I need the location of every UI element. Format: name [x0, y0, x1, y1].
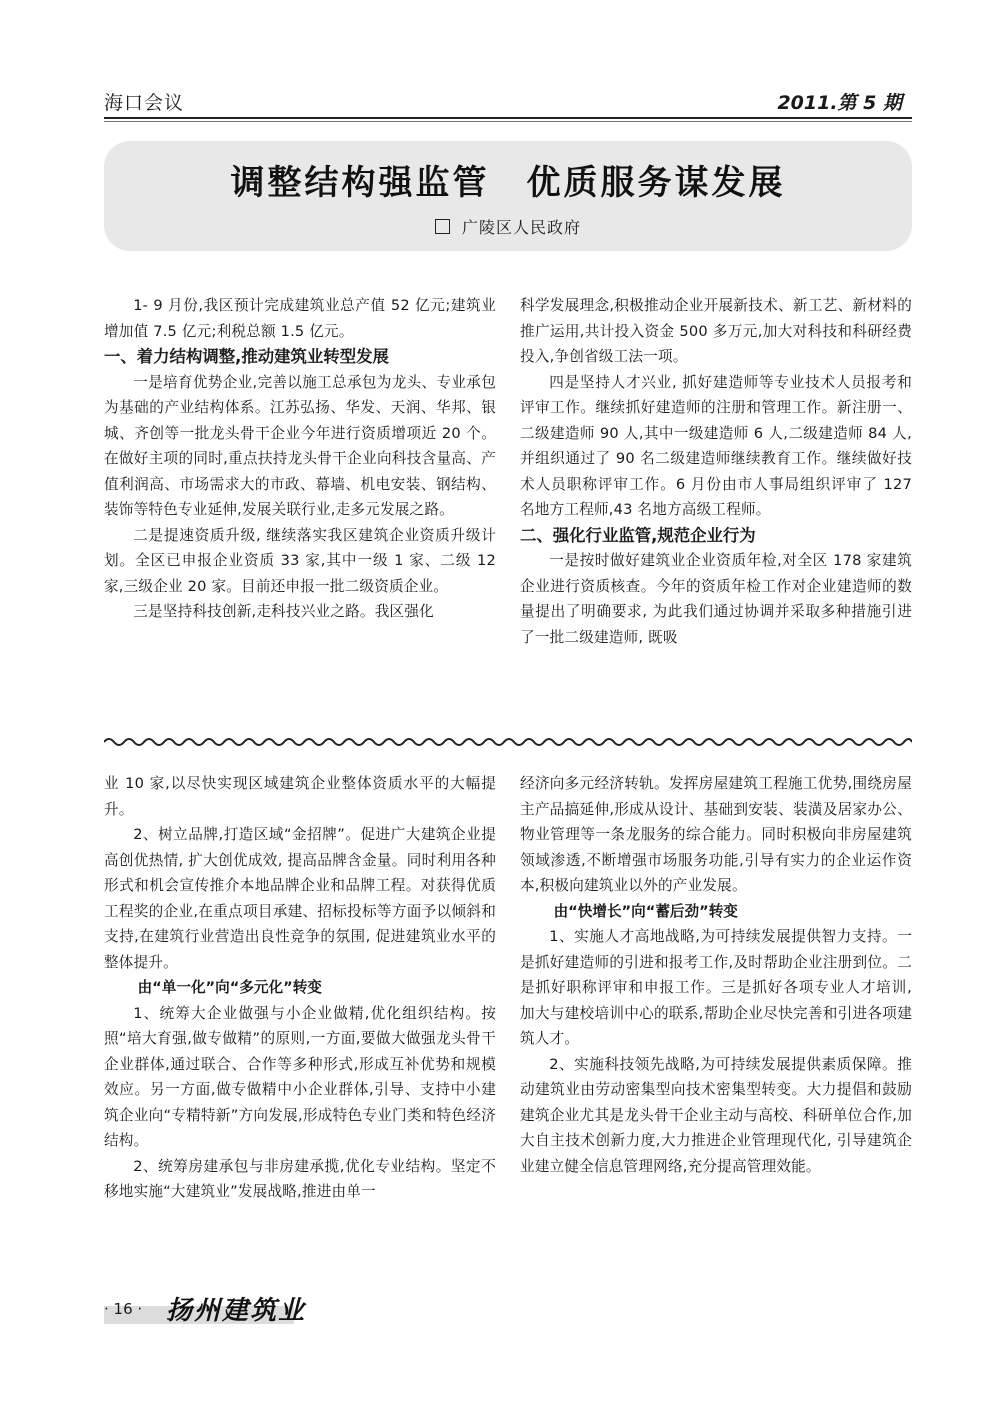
header-issue: 2011.第 5 期 — [777, 92, 902, 114]
paragraph: 2、实施科技领先战略,为可持续发展提供素质保障。推动建筑业由劳动密集型向技术密集型转变。大力提倡和鼓励建筑企业尤其是龙头骨干企业主动与高校、科研单位合作,加大自主技术创新力度,大力推进企业管理现代化, 引导建筑企业建立健全信息管理网络,充分提高管理效能。 — [520, 1055, 912, 1175]
paragraph: 1、统筹大企业做强与小企业做精,优化组织结构。按照“培大育强,做专做精”的原则,一方面,要做大做强龙头骨干企业群体,通过联合、合作等多种形式,形成互补优势和规模效应。另一方面,做专做精中小企业群体,引导、支持中小建筑企业向“专精特新”方向发展,形成特色专业门类和特色经济结构。 — [104, 1004, 496, 1149]
paragraph: 1- 9 月份,我区预计完成建筑业总产值 52 亿元;建筑业增加值 7.5 亿元;利税总额 1.5 亿元。 — [104, 297, 496, 340]
column-bottom-left — [104, 771, 496, 1205]
paragraph: 2、树立品牌,打造区域“金招牌”。促进广大建筑企业提高创优热情, 扩大创优成效, 提高品牌含金量。同时利用各种形式和机会宣传推介本地品牌企业和品牌工程。对获得优质工程奖的企业,在重点项目承建、招标投标等方面予以倾斜和支持,在建筑行业营造出良性竞争的氛围, 促进建筑业水平的整体提升。 — [104, 826, 496, 971]
paragraph: 三是坚持科技创新,走科技兴业之路。我区强化 — [133, 603, 434, 620]
paragraph: 科学发展理念,积极推动企业开展新技术、新工艺、新材料的推广运用,共计投入资金 500 多万元,加大对科技和科研经费投入,争创省级工法一项。 — [520, 297, 912, 365]
column-top-left — [104, 293, 496, 625]
header-rule-thin — [104, 121, 912, 122]
section-heading: 一、着力结构调整,推动建筑业转型发展 — [104, 347, 389, 366]
subsection-heading: 由“快增长”向“蓄后劲”转变 — [553, 902, 738, 920]
wave-divider — [104, 736, 912, 748]
magazine-logo: 扬州建筑业 — [166, 1296, 307, 1326]
header-rule — [104, 117, 912, 119]
paragraph: 业 10 家,以尽快实现区域建筑企业整体资质水平的大幅提升。 — [104, 775, 496, 818]
paragraph: 二是提速资质升级, 继续落实我区建筑企业资质升级计划。全区已申报企业资质 33 家,其中一级 1 家、二级 12 家,三级企业 20 家。目前还申报一批二级资质企业。 — [104, 526, 496, 595]
section-heading: 二、强化行业监管,规范企业行为 — [520, 525, 756, 545]
column-top-right — [520, 293, 912, 650]
paragraph: 一是培育优势企业,完善以施工总承包为龙头、专业承包为基础的产业结构体系。江苏弘扬、华发、天润、华邦、银城、齐创等一批龙头骨干企业今年进行资质增项近 20 个。在做好主项的同时,重点扶持龙头骨干企业向科技含量高、产值利润高、市场需求大的市政、幕墙、机电安装、钢结构、装饰等特色专业延伸,发展关联行业,走多元发展之路。 — [104, 373, 496, 518]
paragraph: 2、统筹房建承包与非房建承揽,优化专业结构。坚定不移地实施“大建筑业”发展战略,推进由单一 — [104, 1157, 496, 1200]
paragraph: 四是坚持人才兴业, 抓好建造师等专业技术人员报考和评审工作。继续抓好建造师的注册和管理工作。新注册一、二级建造师 90 人,其中一级建造师 6 人,二级建造师 84 人,并组织通过了 90 名二级建造师继续教育工作。继续做好技术人员职称评审工作。6 月份由市人事局组织评审了 127 名地方工程师,43 名地方高级工程师。 — [520, 373, 912, 518]
byline-author: 广陵区人民政府 — [461, 218, 581, 237]
byline — [104, 215, 912, 238]
article-title: 调整结构强监管 优质服务谋发展 — [230, 163, 786, 203]
page-number: · 16 · — [104, 1300, 143, 1318]
header-section-title: 海口会议 — [104, 92, 185, 114]
title-box — [104, 141, 912, 251]
square-icon — [435, 219, 450, 234]
paragraph: 经济向多元经济转轨。发挥房屋建筑工程施工优势,围绕房屋主产品搞延伸,形成从设计、基础到安装、装潢及居家办公、物业管理等一条龙服务的综合能力。同时积极向非房屋建筑领域渗透,不断增强市场服务功能,引导有实力的企业运作资本,积极向建筑业以外的产业发展。 — [520, 775, 912, 894]
paragraph: 1、实施人才高地战略,为可持续发展提供智力支持。一是抓好建造师的引进和报考工作,及时帮助企业注册到位。二是抓好职称评审和申报工作。三是抓好各项专业人才培训, 加大与建校培训中心的联系,帮助企业尽快完善和引进各项建筑人才。 — [520, 928, 912, 1047]
column-bottom-right — [520, 771, 912, 1179]
paragraph: 一是按时做好建筑业企业资质年检,对全区 178 家建筑企业进行资质核查。今年的资质年检工作对企业建造师的数量提出了明确要求, 为此我们通过协调并采取多种措施引进了一批二级建造师, 既吸 — [520, 552, 912, 646]
subsection-heading: 由“单一化”向“多元化”转变 — [137, 979, 322, 996]
